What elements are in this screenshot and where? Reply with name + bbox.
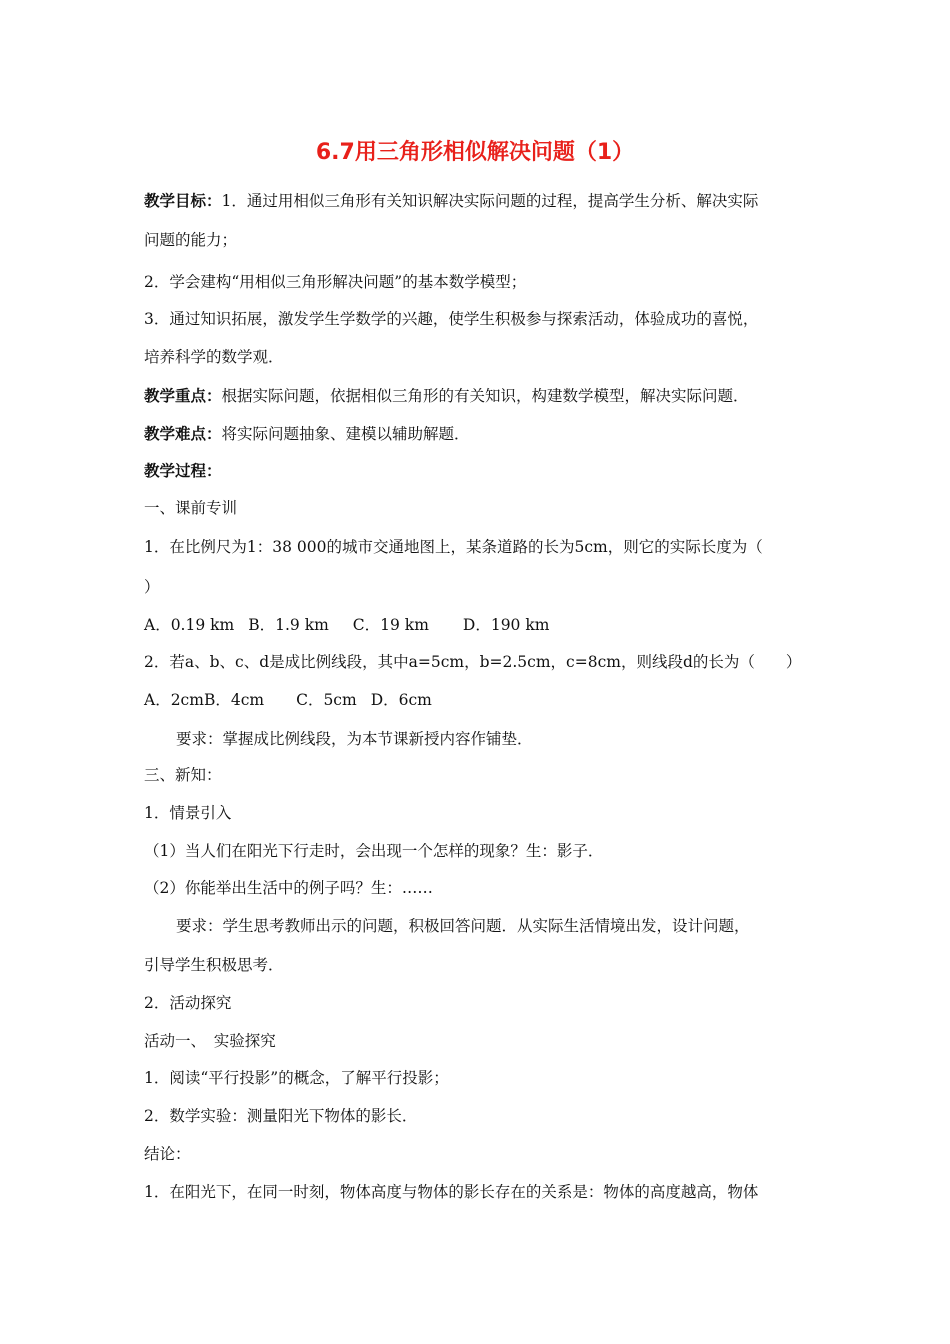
question-1-continued: ） [144, 578, 160, 596]
section-1-heading: 一、课前专训 [144, 499, 238, 517]
key-point-line [144, 386, 816, 406]
process-label: 教学过程： [144, 461, 222, 480]
activity-item-2: 2．数学实验：测量阳光下物体的影长． [144, 1107, 418, 1125]
q1-option-c: C．19 km [352, 616, 429, 634]
conclusion-item-1: 1．在阳光下，在同一时刻，物体高度与物体的影长存在的关系是：物体的高度越高，物体 [144, 1183, 759, 1201]
q1-option-a: A．0.19 km [144, 616, 235, 634]
document-title: 6.7用三角形相似解决问题（1） [315, 140, 635, 165]
difficulty-text: 将实际问题抽象、建模以辅助解题． [221, 425, 470, 443]
requirement-1: 要求：掌握成比例线段，为本节课新授内容作铺垫． [176, 730, 533, 748]
requirement-2-continued: 引导学生积极思考． [144, 956, 284, 974]
section-3-heading: 三、新知： [144, 766, 222, 784]
objective-3-continued: 培养科学的数学观． [144, 348, 284, 366]
subsection-2: 2．活动探究 [144, 994, 232, 1012]
q2-option-d: D．6cm [370, 691, 432, 709]
key-point-text: 根据实际问题，依据相似三角形的有关知识，构建数学模型，解决实际问题． [221, 387, 749, 405]
activity-item-1: 1．阅读“平行投影”的概念，了解平行投影； [144, 1069, 449, 1087]
q2-option-b: B．4cm [203, 691, 265, 709]
objectives-label: 教学目标： [144, 191, 222, 210]
question-1: 1．在比例尺为1：38 000的城市交通地图上，某条道路的长为5cm，则它的实际长度为（ [144, 538, 763, 556]
q2-option-c: C．5cm [296, 691, 357, 709]
question-2-options [144, 690, 816, 710]
key-point-label: 教学重点： [144, 386, 222, 405]
q1-option-b: B．1.9 km [248, 616, 329, 634]
question-1-options [144, 615, 816, 635]
paragraph-2: （2）你能举出生活中的例子吗？生：…… [144, 879, 433, 897]
difficulty-line [144, 424, 816, 444]
objective-1-continued: 问题的能力； [144, 231, 238, 249]
q2-option-a: A．2cm [144, 691, 204, 709]
objective-1-text: 1．通过用相似三角形有关知识解决实际问题的过程，提高学生分析、解决实际 [221, 192, 759, 210]
requirement-2: 要求：学生思考教师出示的问题，积极回答问题．从实际生活情境出发，设计问题， [176, 917, 750, 935]
activity-1-heading: 活动一、 实验探究 [144, 1032, 276, 1050]
q1-option-d: D．190 km [462, 616, 550, 634]
question-2: 2．若a、b、c、d是成比例线段，其中a=5cm，b=2.5cm，c=8cm，则线段d的长为（ ） [144, 653, 802, 671]
paragraph-1: （1）当人们在阳光下行走时，会出现一个怎样的现象？生：影子． [144, 842, 604, 860]
subsection-1: 1．情景引入 [144, 804, 232, 822]
objectives-line-1 [144, 191, 816, 211]
objective-3: 3．通过知识拓展，激发学生学数学的兴趣，使学生积极参与探索活动，体验成功的喜悦， [144, 310, 759, 328]
difficulty-label: 教学难点： [144, 424, 222, 443]
conclusion-label: 结论： [144, 1145, 191, 1163]
objective-2: 2．学会建构“用相似三角形解决问题”的基本数学模型； [144, 273, 527, 291]
